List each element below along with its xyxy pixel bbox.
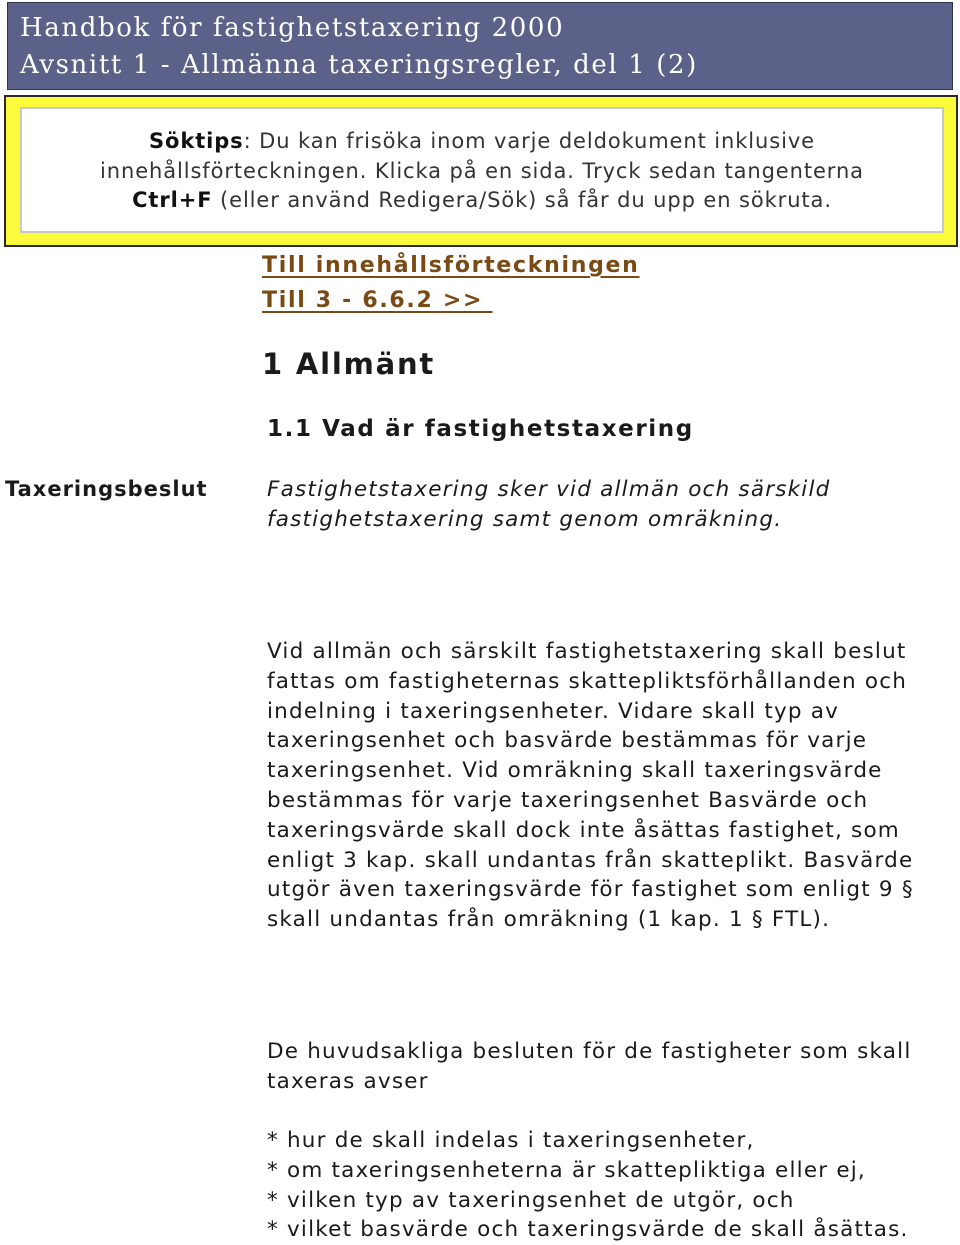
section-heading: 1 Allmänt [262, 347, 436, 381]
subsection-heading: 1.1 Vad är fastighetstaxering [267, 416, 694, 442]
main-decisions-paragraph [267, 1037, 955, 1097]
title-banner [7, 2, 953, 90]
decisions-paragraph [267, 637, 955, 935]
tips-line-1 [22, 127, 942, 157]
search-tips-box [4, 95, 958, 247]
list-item: * vilket basvärde och taxeringsvärde de skall åsättas. [267, 1215, 955, 1245]
tips-line-2: innehållsförteckningen. Klicka på en sida. Tryck sedan tangenterna [100, 158, 864, 183]
decisions-list [267, 1126, 955, 1245]
decisions-text: Vid allmän och särskilt fastighetstaxering skall beslut fattas om fastigheternas skattepliktsförhållanden och indelning i taxeringsenheter. Vidare skall typ av taxeringsenhet och basvärde bestämmas för varje taxeringsenhet. Vid omräkning skall taxeringsvärde bestämmas för varje taxeringsenhet Basvärde och taxeringsvärde skall dock inte åsättas fastighet, som enligt 3 kap. skall undantas från skatteplikt. Basvärde utgör även taxeringsvärde för fastighet som enligt 9 § skall undantas från omräkning (1 kap. 1 § FTL). [267, 639, 914, 933]
section-title: Avsnitt 1 - Allmänna taxeringsregler, del 1 (2) [20, 50, 698, 80]
list-item: * vilken typ av taxeringsenhet de utgör, och [267, 1186, 955, 1216]
search-tips-text [22, 127, 942, 216]
margin-label: Taxeringsbeslut [5, 477, 208, 501]
tips-line-3-text: (eller använd Redigera/Sök) så får du upp en sökruta. [212, 188, 832, 212]
next-section-link[interactable]: Till 3 - 6.6.2 >> [262, 288, 493, 313]
intro-paragraph [267, 475, 955, 535]
document-title: Handbok för fastighetstaxering 2000 [20, 13, 565, 43]
toc-link[interactable]: Till innehållsförteckningen [262, 253, 640, 278]
list-item: * om taxeringsenheterna är skattepliktiga eller ej, [267, 1156, 955, 1186]
search-tips-panel [20, 107, 944, 233]
tips-line-3 [22, 186, 942, 216]
tips-line-1-text: : Du kan frisöka inom varje deldokument inklusive [243, 129, 815, 153]
intro-text: Fastighetstaxering sker vid allmän och särskild fastighetstaxering samt genom omräkning. [267, 477, 831, 532]
list-item: * hur de skall indelas i taxeringsenheter, [267, 1126, 955, 1156]
main-decisions-text: De huvudsakliga besluten för de fastigheter som skall taxeras avser [267, 1039, 912, 1094]
tips-keys: Ctrl+F [132, 188, 213, 212]
tips-label: Söktips [149, 129, 244, 153]
